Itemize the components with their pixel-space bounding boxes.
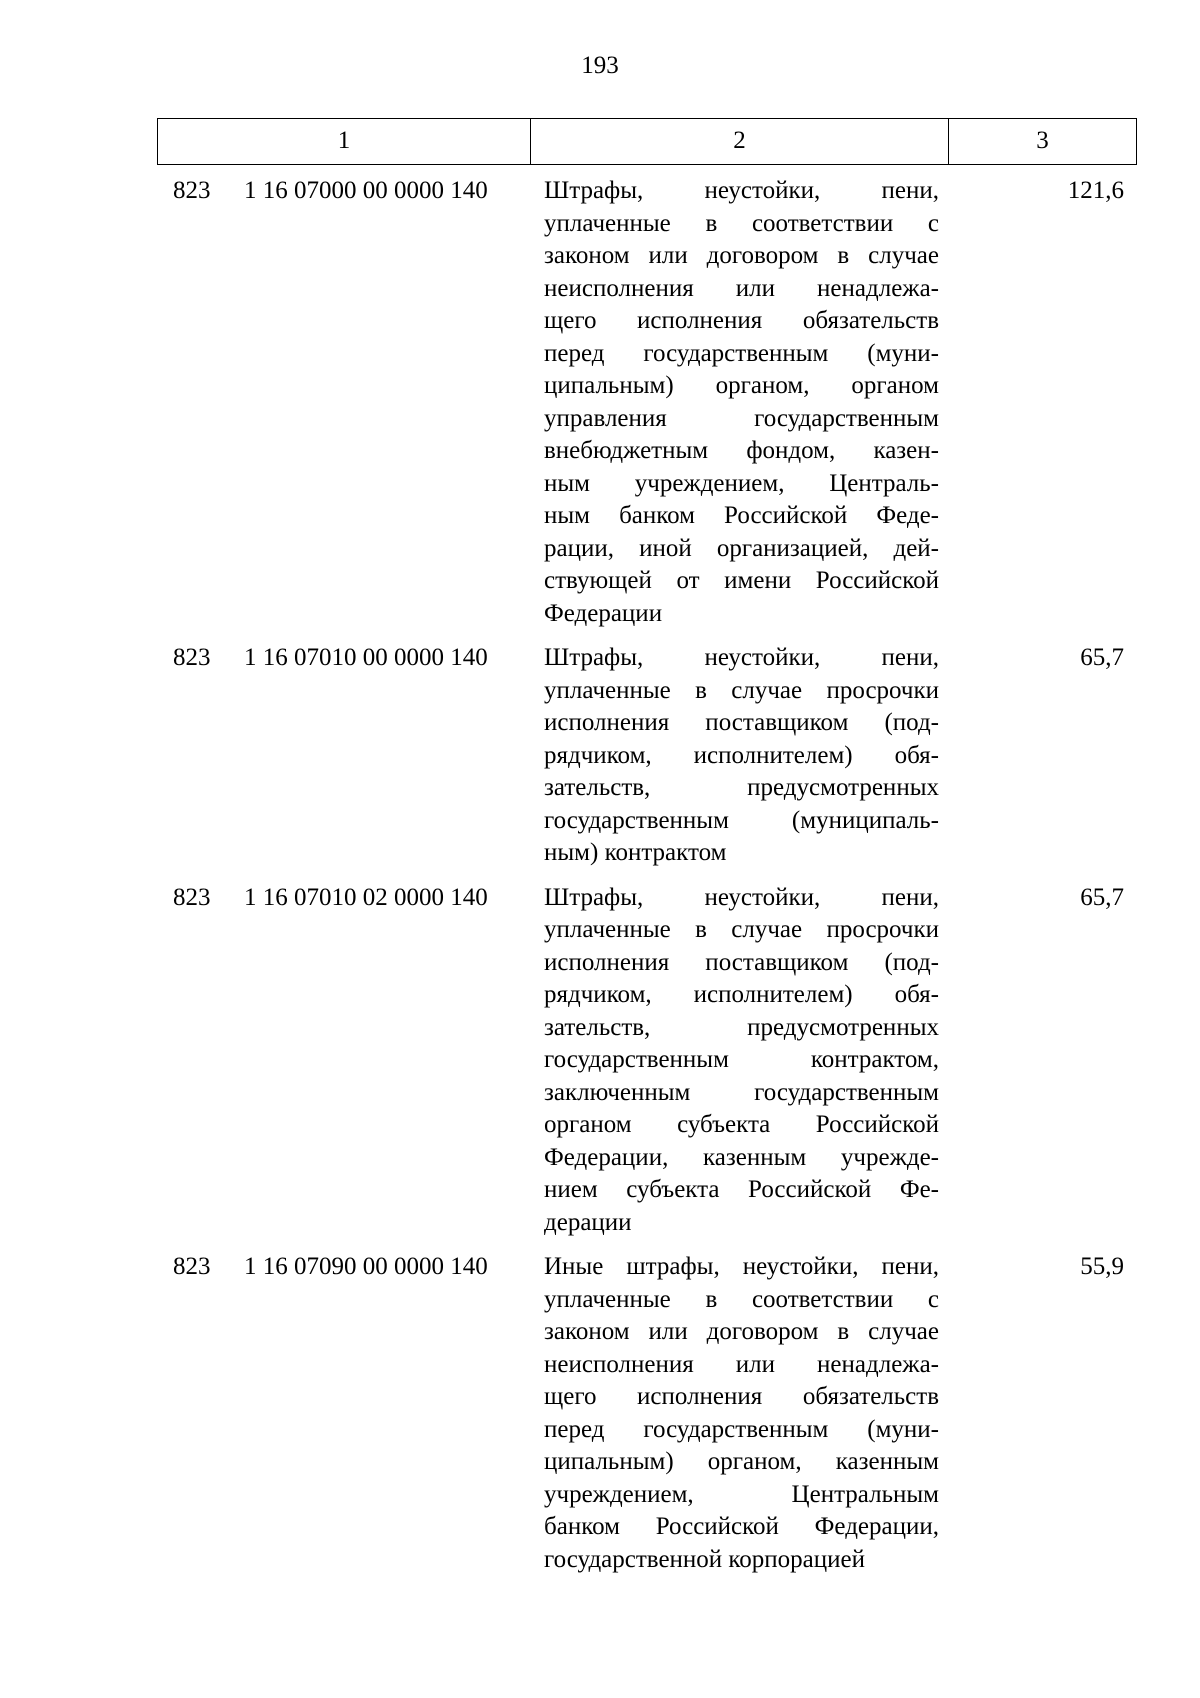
admin-code-cell: 823 xyxy=(173,177,211,204)
description-line: зательств, предусмотренных xyxy=(544,1013,939,1041)
table-row xyxy=(0,642,1200,870)
description-line: уплаченные в соответствии с xyxy=(544,209,939,237)
description-line: нием субъекта Российской Фе- xyxy=(544,1176,939,1203)
description-line: государственным контрактом, xyxy=(544,1046,939,1073)
description-line: ствующей от имени Российской xyxy=(544,567,939,594)
description-line: ным) контрактом xyxy=(544,839,727,866)
page-number: 193 xyxy=(581,52,619,79)
description-cell xyxy=(544,642,939,870)
description-line: ным банком Российской Феде- xyxy=(544,502,939,529)
description-line: заключенным государственным xyxy=(544,1078,939,1106)
description-line: неисполнения или ненадлежа- xyxy=(544,274,939,302)
description-line: уплаченные в соответствии с xyxy=(544,1285,939,1313)
kbk-code-cell: 1 16 07010 00 0000 140 xyxy=(244,644,488,671)
amount-cell: 55,9 xyxy=(1080,1253,1124,1280)
description-line: ципальным) органом, казенным xyxy=(544,1448,939,1475)
admin-code-cell: 823 xyxy=(173,644,211,671)
description-line: рядчиком, исполнителем) обя- xyxy=(544,981,939,1008)
description-line: Иные штрафы, неустойки, пени, xyxy=(544,1253,939,1280)
description-cell xyxy=(544,175,939,630)
table-row xyxy=(0,175,1200,630)
table-row xyxy=(0,882,1200,1240)
description-line: законом или договором в случае xyxy=(544,1318,939,1345)
amount-cell: 65,7 xyxy=(1080,883,1124,911)
description-line: дерации xyxy=(544,1208,632,1236)
description-line: Штрафы, неустойки, пени, xyxy=(544,177,939,204)
amount-cell: 121,6 xyxy=(1067,177,1124,204)
description-line: перед государственным (муни- xyxy=(544,339,939,367)
description-line: Федерации, казенным учрежде- xyxy=(544,1143,939,1171)
table-row xyxy=(0,1251,1200,1576)
table-header-col-1: 1 xyxy=(158,119,531,164)
description-line: банком Российской Федерации, xyxy=(544,1513,939,1540)
description-cell xyxy=(544,882,939,1240)
description-line: исполнения поставщиком (под- xyxy=(544,709,939,736)
admin-code-cell: 823 xyxy=(173,1253,211,1280)
description-line: щего исполнения обязательств xyxy=(544,1383,939,1410)
description-line: учреждением, Центральным xyxy=(544,1480,939,1508)
description-line: законом или договором в случае xyxy=(544,242,939,269)
description-line: щего исполнения обязательств xyxy=(544,307,939,334)
table-header-col-3: 3 xyxy=(1036,127,1049,154)
description-line: перед государственным (муни- xyxy=(544,1415,939,1443)
amount-cell: 65,7 xyxy=(1080,644,1124,671)
table-header-col-2: 2 xyxy=(531,119,949,164)
description-line: ным учреждением, Централь- xyxy=(544,469,939,497)
description-line: внебюджетным фондом, казен- xyxy=(544,437,939,464)
description-line: Штрафы, неустойки, пени, xyxy=(544,883,939,911)
description-line: управления государственным xyxy=(544,404,939,432)
admin-code-cell: 823 xyxy=(173,883,211,911)
description-line: уплаченные в случае просрочки xyxy=(544,676,939,704)
table-header xyxy=(157,118,1137,165)
kbk-code-cell: 1 16 07010 02 0000 140 xyxy=(244,883,488,911)
description-line: неисполнения или ненадлежа- xyxy=(544,1350,939,1378)
description-line: зательств, предусмотренных xyxy=(544,774,939,801)
description-line: Федерации xyxy=(544,599,663,627)
description-line: рации, иной организацией, дей- xyxy=(544,534,939,562)
kbk-code-cell: 1 16 07000 00 0000 140 xyxy=(244,177,488,204)
description-line: ципальным) органом, органом xyxy=(544,372,939,399)
description-line: исполнения поставщиком (под- xyxy=(544,948,939,976)
description-line: государственным (муниципаль- xyxy=(544,806,939,834)
description-line: органом субъекта Российской xyxy=(544,1111,939,1138)
description-line: рядчиком, исполнителем) обя- xyxy=(544,741,939,769)
description-line: государственной корпорацией xyxy=(544,1545,866,1573)
table-body xyxy=(0,175,1200,1588)
description-line: уплаченные в случае просрочки xyxy=(544,916,939,943)
description-line: Штрафы, неустойки, пени, xyxy=(544,644,939,671)
description-cell xyxy=(544,1251,939,1576)
kbk-code-cell: 1 16 07090 00 0000 140 xyxy=(244,1253,488,1280)
